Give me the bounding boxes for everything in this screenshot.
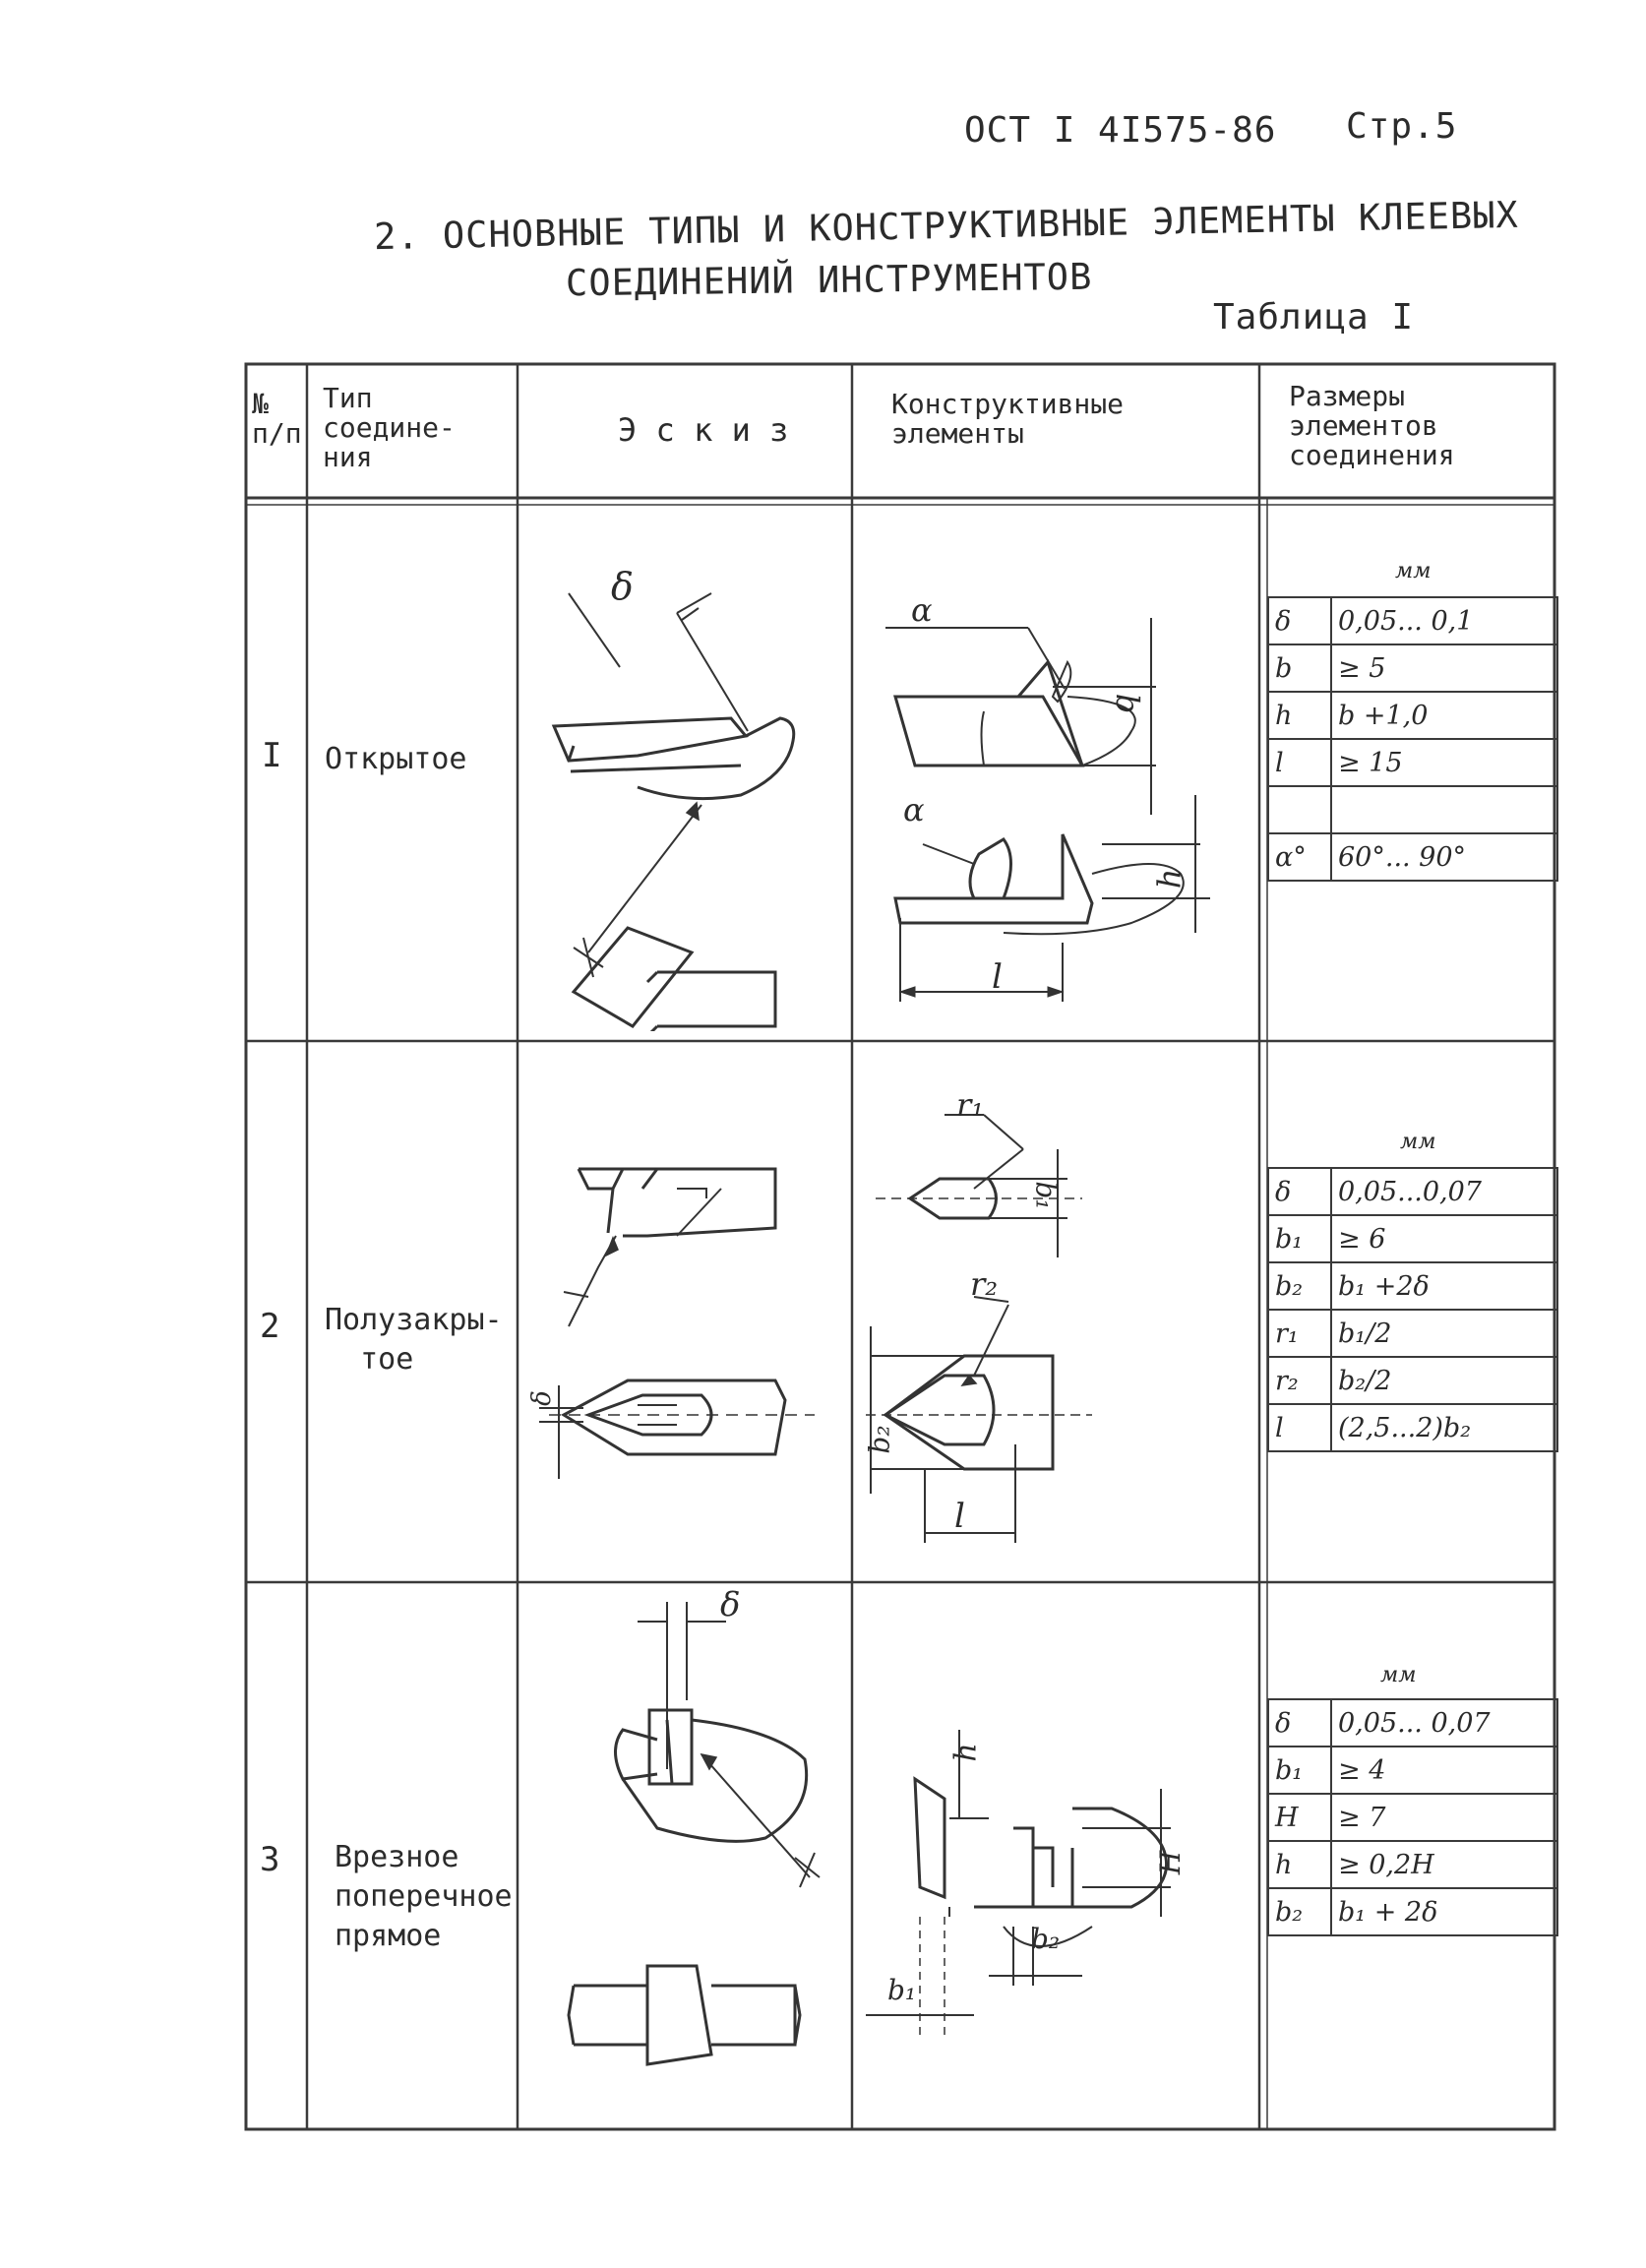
b1-label: b₁ bbox=[1029, 1181, 1063, 1210]
size-symbol: b₁ bbox=[1268, 1747, 1331, 1794]
sizes-table bbox=[1267, 1698, 1558, 1936]
size-symbol: b bbox=[1268, 644, 1331, 692]
size-symbol: H bbox=[1268, 1794, 1331, 1841]
table-row bbox=[1268, 1404, 1557, 1451]
table-row bbox=[1268, 1215, 1557, 1262]
table-row bbox=[1268, 1168, 1557, 1215]
l-label: l bbox=[992, 957, 1003, 997]
l-label: l bbox=[954, 1497, 965, 1536]
page-number: Стр.5 bbox=[1346, 106, 1458, 147]
size-symbol: r₁ bbox=[1268, 1310, 1331, 1357]
size-symbol: b₂ bbox=[1268, 1262, 1331, 1310]
sizes-table bbox=[1267, 596, 1558, 882]
table-row bbox=[1268, 692, 1557, 739]
size-value: ≥ 15 bbox=[1331, 739, 1557, 786]
size-value: b₁ + 2δ bbox=[1331, 1888, 1557, 1935]
table-row bbox=[1268, 1888, 1557, 1935]
size-value: ≥ 5 bbox=[1331, 644, 1557, 692]
r1-label: r₁ bbox=[956, 1086, 985, 1124]
size-symbol: l bbox=[1268, 739, 1331, 786]
size-symbol bbox=[1268, 786, 1331, 833]
table-row bbox=[1268, 1262, 1557, 1310]
table-row bbox=[1268, 1699, 1557, 1747]
table-row bbox=[1268, 1357, 1557, 1404]
col-header-sketch: Э с к и з bbox=[618, 411, 789, 449]
r2-label: r₂ bbox=[970, 1265, 999, 1303]
row-number: I bbox=[262, 736, 282, 775]
table-row bbox=[1268, 833, 1557, 881]
col-header-type: Тип соедине- ния bbox=[323, 382, 456, 473]
size-symbol: l bbox=[1268, 1404, 1331, 1451]
row-number: 2 bbox=[260, 1307, 280, 1346]
size-value: b +1,0 bbox=[1331, 692, 1557, 739]
table-row bbox=[1268, 739, 1557, 786]
size-value: b₁/2 bbox=[1331, 1310, 1557, 1357]
size-symbol: b₁ bbox=[1268, 1215, 1331, 1262]
b2-label: b₂ bbox=[1031, 1923, 1061, 1955]
size-symbol: δ bbox=[1268, 1168, 1331, 1215]
section-title-line2: СОЕДИНЕНИЙ ИНСТРУМЕНТОВ bbox=[565, 255, 1093, 305]
size-value: 60°... 90° bbox=[1331, 833, 1557, 881]
sizes-table bbox=[1267, 1167, 1558, 1452]
size-value: 0,05... 0,07 bbox=[1331, 1699, 1557, 1747]
h-label: h bbox=[1150, 868, 1189, 889]
size-symbol: α° bbox=[1268, 833, 1331, 881]
size-value: ≥ 6 bbox=[1331, 1215, 1557, 1262]
section-title: 2. ОСНОВНЫЕ ТИПЫ И КОНСТРУКТИВНЫЕ ЭЛЕМЕНТЫ КЛЕЕВЫХ bbox=[373, 193, 1520, 259]
delta-label: δ bbox=[611, 565, 634, 608]
size-symbol: δ bbox=[1268, 1699, 1331, 1747]
joint-type: Врезное поперечное прямое bbox=[335, 1840, 513, 1953]
size-value: (2,5...2)b₂ bbox=[1331, 1404, 1557, 1451]
h-label: h bbox=[948, 1743, 984, 1762]
joint-type: Открытое bbox=[325, 742, 467, 776]
unit-label: мм bbox=[1395, 559, 1432, 583]
col-header-elements: Конструктивные элементы bbox=[891, 388, 1125, 450]
size-symbol: δ bbox=[1268, 597, 1331, 644]
size-symbol: h bbox=[1268, 1841, 1331, 1888]
table-row bbox=[1268, 644, 1557, 692]
sketch-open-joint bbox=[529, 559, 844, 1031]
b2-label: b₂ bbox=[863, 1425, 896, 1454]
alpha-prime-label: α bbox=[903, 791, 925, 828]
size-value: ≥ 4 bbox=[1331, 1747, 1557, 1794]
table-label: Таблица I bbox=[1213, 297, 1415, 337]
size-value: b₂/2 bbox=[1331, 1357, 1557, 1404]
delta-label: δ bbox=[526, 1390, 557, 1406]
size-symbol: b₂ bbox=[1268, 1888, 1331, 1935]
size-value: ≥ 0,2H bbox=[1331, 1841, 1557, 1888]
size-value: 0,05...0,07 bbox=[1331, 1168, 1557, 1215]
elements-semi-closed-joint bbox=[856, 1086, 1259, 1563]
size-value: ≥ 7 bbox=[1331, 1794, 1557, 1841]
alpha-label: α bbox=[911, 591, 933, 629]
table-row bbox=[1268, 597, 1557, 644]
table-row bbox=[1268, 786, 1557, 833]
table-row bbox=[1268, 1841, 1557, 1888]
col-header-num: № п/п bbox=[252, 388, 302, 450]
joint-type: Полузакры- тое bbox=[325, 1303, 503, 1377]
joint-types-table bbox=[244, 362, 1559, 2133]
sketch-cross-inset-joint bbox=[529, 1585, 844, 2123]
b-label: b bbox=[1109, 693, 1147, 714]
sketch-semi-closed-joint bbox=[526, 1090, 844, 1543]
delta-label: δ bbox=[720, 1585, 741, 1624]
size-value: 0,05... 0,1 bbox=[1331, 597, 1557, 644]
document-number: ОСТ I 4I575-86 bbox=[964, 110, 1277, 151]
size-value: b₁ +2δ bbox=[1331, 1262, 1557, 1310]
col-header-sizes: Размеры элементов соединения bbox=[1289, 380, 1455, 471]
table-row bbox=[1268, 1794, 1557, 1841]
size-symbol: r₂ bbox=[1268, 1357, 1331, 1404]
unit-label: мм bbox=[1400, 1130, 1436, 1154]
size-symbol: h bbox=[1268, 692, 1331, 739]
size-value bbox=[1331, 786, 1557, 833]
unit-label: мм bbox=[1380, 1663, 1417, 1687]
table-row bbox=[1268, 1310, 1557, 1357]
table-row bbox=[1268, 1747, 1557, 1794]
elements-cross-inset-joint bbox=[856, 1592, 1259, 2123]
b1-label: b₁ bbox=[887, 1974, 917, 2006]
H-label: H bbox=[1154, 1850, 1188, 1875]
row-number: 3 bbox=[260, 1840, 280, 1879]
